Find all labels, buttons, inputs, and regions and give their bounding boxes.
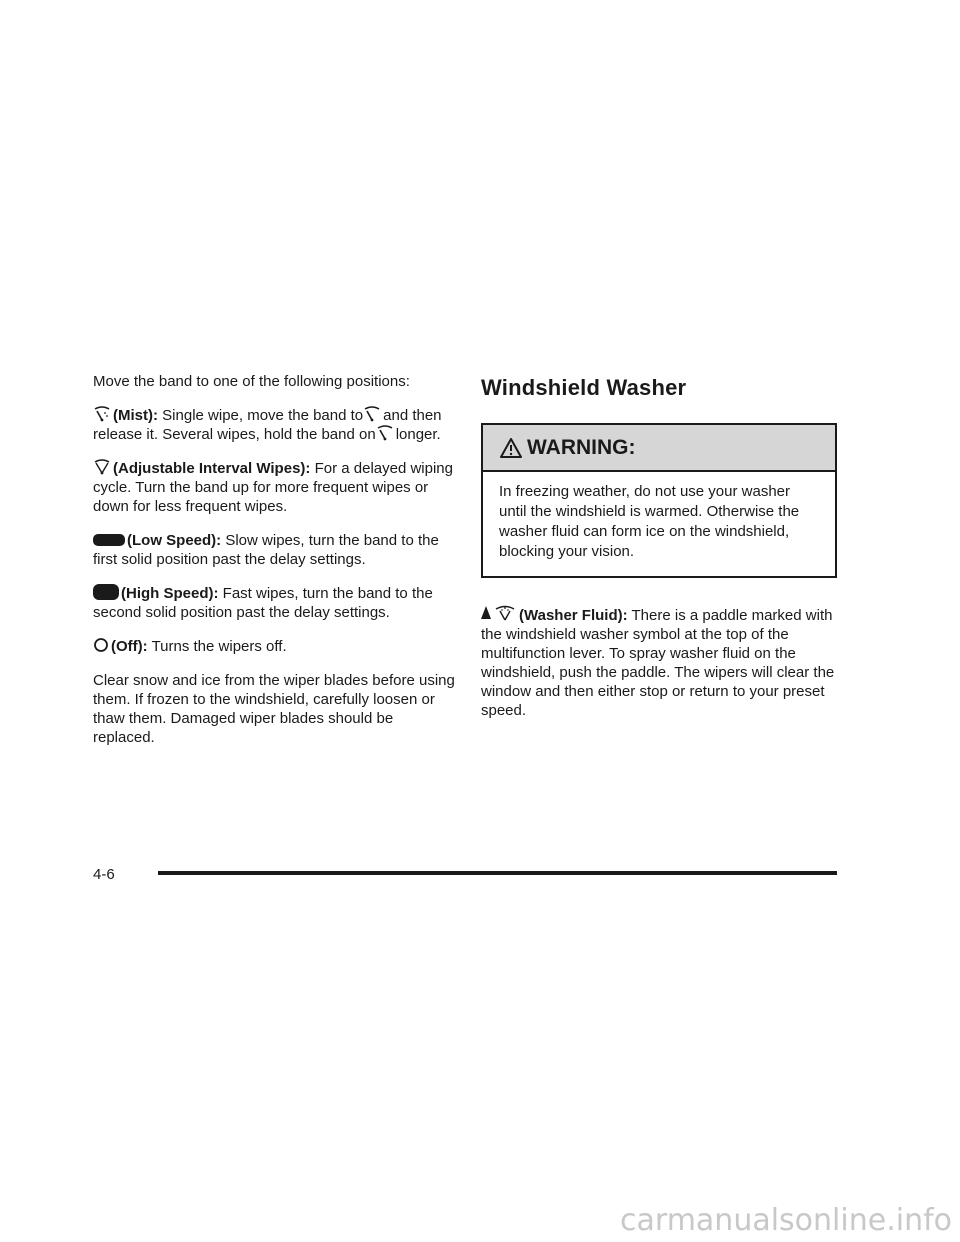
footer-rule (158, 871, 837, 875)
high-speed-label: (High Speed): (121, 585, 219, 602)
low-speed-item (93, 531, 455, 569)
mist-text-3: release it. Several wipes, hold the band on (93, 426, 376, 443)
washer-text: There is a paddle marked with the windshield washer symbol at the top of the multifunction lever. To spray washer fluid on the windshield, push the paddle. The wipers will clear the window and then either stop or return to your preset speed. (481, 607, 835, 719)
wiper-high-speed-icon (93, 584, 119, 600)
mist-item (93, 406, 455, 444)
wiper-low-speed-icon (93, 533, 125, 547)
right-column (481, 372, 837, 735)
page-number: 4-6 (93, 866, 115, 883)
section-heading: Windshield Washer (481, 375, 687, 400)
off-label: (Off): (111, 638, 148, 655)
mist-text-4: longer. (395, 426, 441, 443)
washer-label: (Washer Fluid): (519, 607, 628, 624)
off-text: Turns the wipers off. (151, 638, 287, 655)
wiper-mist-icon (376, 425, 394, 441)
low-speed-text: Slow wipes, turn the band to the first solid position past the delay settings. (93, 532, 439, 568)
high-speed-item (93, 584, 455, 622)
mist-text-1: Single wipe, move the band to (162, 407, 364, 424)
warning-box (481, 423, 837, 578)
wiper-interval-icon (93, 459, 111, 475)
watermark: carmanualsonline.info (620, 1203, 952, 1238)
adjustable-text: For a delayed wiping cycle. Turn the band up for more frequent wipes or down for less frequent wipes. (93, 460, 453, 515)
mist-label: (Mist): (113, 407, 158, 424)
low-speed-label: (Low Speed): (127, 532, 222, 549)
warning-triangle-icon (499, 437, 523, 459)
high-speed-text: Fast wipes, turn the band to the second solid position past the delay settings. (93, 585, 433, 621)
warning-body: In freezing weather, do not use your washer until the windshield is warmed. Otherwise the washer fluid can form ice on the windshield, blocking your vision. (499, 483, 800, 560)
wiper-off-icon (93, 637, 109, 653)
off-item (93, 637, 455, 656)
adjustable-item (93, 459, 455, 516)
washer-fluid-icon (481, 604, 517, 622)
wiper-mist-icon (363, 406, 381, 422)
intro-text: Move the band to one of the following positions: (93, 373, 410, 390)
mist-text-2: and then (383, 407, 442, 424)
adjustable-label: (Adjustable Interval Wipes): (113, 460, 311, 477)
warning-header (483, 425, 835, 472)
wiper-mist-icon (93, 406, 111, 422)
washer-item (481, 604, 837, 720)
warning-title: WARNING: (527, 436, 636, 459)
closing-text: Clear snow and ice from the wiper blades before using them. If frozen to the windshield, carefully loosen or thaw them. Damaged wiper blades should be replaced. (93, 672, 455, 746)
left-column (93, 372, 455, 762)
